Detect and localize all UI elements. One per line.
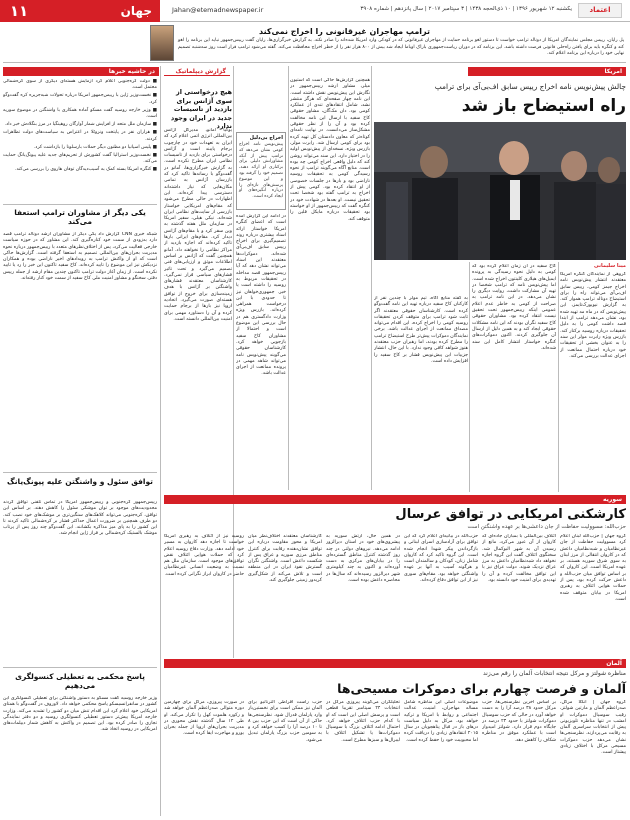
germany-col-5: حزب راست افراطی آلترناتیو برای آلمان نیز ممکن است برای نخستین‌بار وارد پارلمان فدرال شود. نظرسنجی‌ها حاکی از آن است که این حزب بین ۸ تا ۱۰ درصد آرا را کسب خواهد کرد و به سومین حزب بزرگ پارلمان تبدیل می‌شود. <box>248 700 322 743</box>
list-item: ■ نخست‌وزیر ژاپن با رییس‌جمهور امریکا درباره تحولات شبه‌جزیره کره گفت‌وگو کرد. <box>3 93 157 105</box>
box-text: پیش‌نویس نامه اخراج کومی نشان می‌دهد که ترامپ پیش از آنکه مشاورانش دلیلی برای برکناری او ارائه دهند، تصمیم خود را گرفته بود و این موضوع پرسش‌های تازه‌ای را درباره انگیزه‌های او ایجاد کرده است. <box>239 142 283 200</box>
sidebar-divider <box>3 204 157 205</box>
sidebar-story1-title: یکی دیگر از مشاوران ترامپ استعفا می‌کند <box>14 208 146 226</box>
section-email: Jahan@etemadnewspaper.ir <box>172 6 264 14</box>
list-item: ■ کنگره امریکا بسته کمک به آسیب‌دیدگان توفان هاروی را بررسی می‌کند. <box>15 167 157 173</box>
diplomatic-body-3: همچنین گزارش‌ها حاکی است که استیون میلر، مشاور ارشد رییس‌جمهور در نگارش این پیش‌نویس نقش داشته است. این نامه چهار صفحه‌ای که هرگز منتشر نشد، شامل انتقادهای تندی از عملکرد کومی بود. دان مک‌گان، مشاور حقوقی کاخ سفید با ارسال این نامه مخالفت کرده بود و آن را از نظر حقوقی مشکل‌ساز می‌دانست. در نهایت نامه‌ای کوتاه‌تر که معاون دادستان کل تهیه کرده بود برای کومی ارسال شد. رابرت مولر، بازرس ویژه، نسخه‌ای از پیش‌نویس اولیه را در اختیار دارد. این سند می‌تواند روشن کند که دلیل واقعی اخراج کومی چه بوده است. منابع آگاه می‌گویند ترامپ از نحوه رسیدگی کومی به تحقیقات روسیه ناراضی بود و بارها در جلسات خصوصی از او انتقاد کرده بود. کومی پیش از اخراج به ترامپ گفته بود شخصا تحت تحقیق نیست. او بعدها در شهادت خود در کنگره گفت که رییس‌جمهور از او خواسته بود تحقیقات درباره مایکل فلین را متوقف کند. <box>290 78 370 222</box>
syria-title: کارشکنی امریکایی در توافق عرسال <box>395 507 626 522</box>
germany-col-2: بر اساس آخرین نظرسنجی‌ها، حزب مرکل حدود ۳۸ درصد آرا را به دست خواهد آورد در حالی که حزب سوسیال دموکرات شولتز با حدود ۲۳ درصد در جایگاه دوم قرار دارد. شولتز امیدوار است با عملکرد موفق در مناظره شکاف را کاهش دهد. <box>482 700 556 743</box>
intro-divider <box>3 62 626 63</box>
germany-col-3: موضوعات اصلی این مناظره شامل مساله مهاجران، امنیت، عدالت اجتماعی و روابط با امریکا و ترکیه خواهد بود. مرکل به دلیل سیاست درهای باز در قبال پناهجویان در سال ۲۰۱۵ انتقادهای زیادی را دریافت کرده اما محبوبیت خود را حفظ کرده است. <box>404 700 478 743</box>
section-title: جهان <box>38 0 160 22</box>
syria-bar: سوریه <box>164 495 626 504</box>
lead-photo <box>374 122 626 260</box>
diplomatic-body-2: در ادامه این گزارش آمده است که اعضای کنگره امریکا خواستار ارائه اسناد بیشتری درباره روند تصمیم‌گیری برای اخراج رییس سابق اف‌بی‌آی شده‌اند. دموکرات‌ها معتقدند این اسناد می‌تواند نشان دهد که آیا رییس‌جمهور قصد مداخله در تحقیقات مربوط به روسیه را داشته است یا خیر. جمهوری‌خواهان نیز تا حدودی با این درخواست همراهی کرده‌اند. بازرس ویژه وزارت دادگستری هم در حال بررسی این موضوع است و احتمالا از مشاوران کاخ سفید بازجویی خواهد کرد. کارشناسان حقوقی می‌گویند پیش‌نویس نامه می‌تواند شاهد مهمی در پرونده ممانعت از اجرای عدالت باشد. <box>236 214 286 377</box>
lead-kicker: چالش پیش‌نویس نامه اخراج رییس سابق اف‌بی‌آی برای ترامپ <box>434 82 626 91</box>
list-item: ■ نخست‌وزیر استرالیا گفت کشورش از تحریم‌های جدید علیه پیونگ‌یانگ حمایت می‌کند. <box>3 153 157 165</box>
newspaper-logo: اعتماد <box>578 3 622 18</box>
column-divider <box>469 262 470 492</box>
lead-bar: امریکا <box>468 67 626 76</box>
germany-title: آلمان و فرصت چهارم برای دموکرات مسیحی‌ها <box>337 681 626 696</box>
diplomatic-body: یوکیا آمانو، مدیرکل آژانس بین‌المللی انرژی اتمی اعلام کرد که ایران به تعهدات خود در چارچوب برجام پایبند است و آژانس درخواستی برای بازدید از تاسیسات نظامی ایران مطرح نکرده است. به گزارش خبرگزاری‌ها، آمانو در گفت‌وگو با رسانه‌ها تاکید کرد که بازرسان آژانس به تمامی مکان‌هایی که نیاز داشته‌اند دسترسی پیدا کرده‌اند. این اظهارات در حالی مطرح می‌شود که مقام‌های امریکایی خواستار بازرسی از سایت‌های نظامی ایران شده‌اند. نیکی هیلی، سفیر امریکا در سازمان ملل هفته گذشته به وین سفر کرد و با مقام‌های آژانس دیدار کرد. مقام‌های ایرانی بارها تاکید کرده‌اند که اجازه بازدید از مراکز نظامی را نخواهند داد. آمانو همچنین گفت که آژانس بر اساس اطلاعات موثق و ارزیابی‌های فنی تصمیم می‌گیرد و تحت تاثیر فشارهای سیاسی قرار نمی‌گیرد. کارشناسان معتقدند فشارهای واشنگتن بر آژانس با هدف زمینه‌سازی برای خروج از توافق هسته‌ای صورت می‌گیرد. اتحادیه اروپا نیز بارها از برجام حمایت کرده و آن را دستاورد مهمی برای امنیت بین‌المللی دانسته است. <box>164 128 232 322</box>
germany-col-1: گروه جهان | آنگلا مرکل، صدراعظم آلمان و مارتین شولتز، رقیب سوسیال دموکرات او امشب در تنها مناظره تلویزیونی پیش از انتخابات سراسری آلمان به رقابت می‌پردازند. نظرسنجی‌ها نشان می‌دهد حزب دموکرات مسیحی مرکل با اختلاف زیادی پیشتاز است. <box>560 700 626 756</box>
syria-col-2: ائتلاف بین‌المللی با بمباران جاده‌ای که کاروان از آن عبور می‌کرد، مانع از رسیدن آن به شهر البوکمال شد. سخنگوی ائتلاف گفت این گروه اجازه نخواهد داد شبه‌نظامیان داعش به مرز عراق نزدیک شوند. دولت عراق نیز با این توافق مخالفت کرده و آن را تهدیدی برای امنیت خود دانسته بود. <box>482 534 556 584</box>
list-item: ■ دولت کره‌جنوبی اعلام کرد آزمایش هسته‌ای دیگری از سوی کره‌شمالی محتمل است. <box>3 79 157 91</box>
sidebar-box <box>236 132 286 210</box>
germany-col-4: تحلیلگران می‌گویند پیروزی مرکل در انتخابات ۲۴ سپتامبر تقریبا قطعی است و پرسش اصلی این است که او با کدام حزب ائتلاف خواهد کرد. احتمال ادامه ائتلاف بزرگ با سوسیال دموکرات‌ها یا تشکیل ائتلاف با لیبرال‌ها و سبزها مطرح است. <box>326 700 400 743</box>
sidebar-divider <box>3 667 157 668</box>
intro-text: پل رایان، رییس مجلس نمایندگان امریکا از دونالد ترامپ خواست تا دستور لغو برنامه حمایت از مهاجران غیرقانونی که در کودکی وارد امریکا شده‌اند را صادر نکند. به گزارش خبرگزاری‌ها، رایان گفت رییس‌جمهور نباید این برنامه را لغو کند و کنگره باید برای یافتن راه‌حلی قانونی فرصت داشته باشد. این برنامه که در دوران ریاست‌جمهوری باراک اوباما ایجاد شد بیش از ۸۰۰ هزار نفر را از خطر اخراج محافظت می‌کند. گفته می‌شود ترامپ قرار است روز سه‌شنبه تصمیم نهایی خود را درباره این برنامه اعلام کند. <box>178 38 624 56</box>
column-divider <box>371 66 372 490</box>
sidebar-news-list <box>3 79 157 176</box>
sidebar-story3-text: وزیر خارجه روسیه گفت مسکو به دستور واشنگتن برای تعطیلی کنسولگری این کشور در سانفرانسیسکو پاسخ محکمی خواهد داد. لاوروف در گفت‌وگو با همتای امریکایی خود اعلام کرد این اقدام تنش میان دو کشور را تشدید می‌کند. وزارت خارجه امریکا پیش‌تر دستور تعطیلی کنسولگری روسیه و دو دفتر نمایندگی تجاری را صادر کرده بود. این تصمیم در واکنش به کاهش شمار دیپلمات‌های امریکایی در روسیه اتخاذ شد. <box>3 696 157 733</box>
column-divider <box>288 66 289 490</box>
lead-body-1: گروهی از نمایندگان کنگره امریکا معتقدند انتشار پیش‌نویس نامه اخراج جیمز کومی، رییس سابق اف‌بی‌آی می‌تواند راه را برای استیضاح دونالد ترامپ هموار کند. به گزارش نیویورک‌تایمز، این پیش‌نویس که در ماه مه تهیه شده بود، نشان می‌دهد ترامپ از ابتدا قصد داشت کومی را به دلیل تحقیقات درباره روسیه برکنار کند. بازرس ویژه رابرت مولر این سند را به عنوان بخشی از تحقیقات خود درباره احتمال ممانعت از اجرای عدالت بررسی می‌کند. <box>560 272 626 359</box>
diplomatic-bar: گزارش دیپلماتیک <box>164 67 230 76</box>
syria-col-3: حزب‌الله در بیانیه‌ای اعلام کرد که این توافق برای آزادسازی اسرای لبنانی و بازگرداندن پیکر شهدا انجام شده است. این گروه تاکید کرد که کاروان شامل زنان، کودکان و سالمندان است و هرگونه آسیب به آنها بر عهده واشنگتن خواهد بود. مقام‌های سوری نیز از این توافق دفاع کرده‌اند. <box>404 534 478 584</box>
sidebar-story2-text: رییس‌جمهور کره‌جنوبی و رییس‌جمهور امریکا در تماس تلفنی توافق کردند محدودیت‌های موجود بر توان موشکی سئول را کاهش دهند. بر اساس این توافق، کره‌جنوبی می‌تواند کلاهک‌های سنگین‌تری بر موشک‌های خود نصب کند. دو طرف همچنین بر ضرورت اعمال حداکثر فشار بر کره‌شمالی تاکید کردند تا این کشور را به پای میز مذاکره بکشانند. این گفت‌وگو چند روز پس از پرتاب موشک بالستیک کره‌شمالی بر فراز ژاپن انجام شد. <box>3 500 157 537</box>
lead-body-2: کاخ سفید در آن زمان اعلام کرده بود که کومی به دلیل نحوه رسیدگی به پرونده ایمیل‌های هیلاری کلینتون اخراج شده است. اما پیش‌نویس نامه که ترامپ شخصا در تهیه آن مشارکت داشت، روایت دیگری را نشان می‌دهد. در این نامه ترامپ به صراحت از کومی به خاطر عدم اعلام عمومی اینکه رییس‌جمهور تحت تحقیق نیست انتقاد کرده بود. مشاوران حقوقی کاخ سفید نگران بودند که این نامه مشکلات حقوقی ایجاد کند و به همین دلیل از ارسال آن جلوگیری کردند. اکنون دموکرات‌های کنگره خواستار انتشار کامل این سند شده‌اند. <box>472 264 556 351</box>
column-divider <box>558 262 559 492</box>
syria-col-6: روسیه نیز از ائتلاف به رهبری امریکا خواست تا اجازه دهد کاروان به مسیر خود ادامه دهد. وزارت دفاع روسیه اعلام کرد که حملات هوایی ائتلاف نقض توافق‌های موجود است. سازمان ملل هم نسبت به وضعیت انسانی غیرنظامیان حاضر در کاروان ابراز نگرانی کرده است. <box>164 534 244 577</box>
germany-col-6: در صورت پیروزی، مرکل برای چهارمین دوره متوالی صدراعظم آلمان خواهد شد و رکورد هلموت کهل را تکرار می‌کند. او طی ۱۲ سال گذشته نقش محوری در مدیریت بحران‌های اروپا از جمله بحران یورو و مهاجرت ایفا کرده است. <box>164 700 244 737</box>
list-item: ■ هزاران نفر در پایتخت ونزوئلا در اعتراض به سیاست‌های دولت تظاهرات کردند. <box>3 130 157 142</box>
date-line: یکشنبه ۱۲ شهریور ۱۳۹۶ | ۱۰ ذی‌الحجه ۱۴۳۸ | ۳ سپتامبر ۲۰۱۷ | سال پانزدهم | شماره ۳۹۰۸ <box>360 6 572 12</box>
germany-bar: آلمان <box>164 659 626 668</box>
lead-byline: مینا سلیمانی <box>594 263 626 269</box>
diplomatic-title: هیچ درخواستی از سوی آژانس برای بازدید از تاسیسات جدید در ایران وجود ندارد <box>170 88 232 130</box>
column-divider <box>160 66 161 816</box>
box-title: اخراج بی‌دلیل <box>249 135 283 141</box>
germany-kicker: مناظره شولتز و مرکل نتیجه انتخابات آلمان را رقم می‌زند <box>483 670 626 677</box>
sidebar-divider <box>3 472 157 473</box>
sidebar-bar: در حاشیه خبرها <box>3 67 159 76</box>
lead-title: راه استیضاح باز شد <box>461 96 626 116</box>
syria-col-5: کارشناسان معتقدند اختلاف‌نظر میان امریکا و محور مقاومت درباره این توافق نشان‌دهنده رقابت برای کنترل مناطق مرزی سوریه و عراق پس از شکست داعش است. واشنگتن نگران گسترش نفوذ ایران در این منطقه است و تلاش می‌کند از شکل‌گیری کریدور زمینی جلوگیری کند. <box>248 534 322 584</box>
page-header <box>0 0 630 22</box>
syria-subtitle: حزب‌الله: مسوولیت حفاظت از جان داعشی‌ها بر عهده واشنگتن است <box>467 524 626 530</box>
sidebar-story3-title: پاسخ محکمی به تعطیلی کنسولگری می‌دهیم <box>15 672 145 690</box>
page-number: ۱۱ <box>0 0 38 22</box>
list-item: ■ وزیر خارجه روسیه گفت مسکو آماده همکاری با واشنگتن در موضوع سوریه است. <box>3 107 157 120</box>
sidebar-story2-title: توافق سئول و واشنگتن علیه پیونگ‌یانگ <box>7 477 153 486</box>
syria-col-1: گروه جهان | حزب‌الله لبنان اعلام کرد مسوولیت حفاظت از جان غیرنظامیان و شبه‌نظامیان داعش که در کاروان انتقالی از مرز لبنان به سوی شرق سوریه هستند، بر عهده امریکا است. این کاروان که بر اساس توافق میان حزب‌الله و داعش حرکت کرده بود، پس از حملات هوایی ائتلاف به رهبری امریکا در بیابان متوقف شده است. <box>560 534 626 602</box>
portrait-photo <box>150 25 174 61</box>
lead-body-3: به گفته منابع آگاه، تیم مولر با چندین نفر از کارکنان کاخ سفید درباره تهیه این نامه گفت‌وگو کرده است. کارشناسان حقوقی معتقدند اگر ثابت شود ترامپ برای متوقف کردن تحقیقات روسیه کومی را اخراج کرده، این اقدام می‌تواند مصداق ممانعت از اجرای عدالت باشد. برخی نمایندگان دموکرات پیش‌تر طرح استیضاح ترامپ را مطرح کرده بودند، اما رهبران حزب معتقدند هنوز شواهد کافی وجود ندارد. با این حال، انتشار جزییات این پیش‌نویس فشار بر کاخ سفید را افزایش داده است. <box>374 296 468 364</box>
list-item: ■ سازمان ملل متحد از افزایش شمار آوارگان روهینگیا در مرز بنگلادش خبر داد. <box>4 122 157 128</box>
sidebar-story1-text: شبکه خبری CNN گزارش داد یکی دیگر از مشاوران ارشد دونالد ترامپ قصد دارد به‌زودی از سمت خود کناره‌گیری کند. این مشاور که در حوزه سیاست خارجی فعالیت می‌کرد، پس از اختلاف‌نظرهای متعدد با رییس‌جمهور درباره نحوه مدیریت بحران‌های بین‌المللی تصمیم به استعفا گرفته است. گزارش‌ها حاکی است که او از واکنش ترامپ به رویدادهای اخیر ناراضی بوده و همکاران نزدیکش نیز این موضوع را تایید کرده‌اند. کاخ سفید تاکنون این خبر را رد یا تایید نکرده است. از زمان آغاز دولت ترامپ تاکنون چندین مقام ارشد از جمله رییس دفتر، سخنگو و مشاور امنیت ملی کاخ سفید از سمت خود کنار رفته‌اند. <box>3 232 157 282</box>
header-divider <box>160 21 630 22</box>
syria-col-4: در همین حال، ارتش سوریه به پیشروی‌های خود در استان دیرالزور ادامه می‌دهد. نیروهای دولتی در چند روز گذشته کنترل مناطق گسترده‌ای را در بیابان‌های مرکزی به دست آورده‌اند و اکنون به چند کیلومتری شهر دیرالزور رسیده‌اند که سال‌ها در محاصره داعش بوده است. <box>326 534 400 584</box>
list-item: ■ پلیس اسپانیا دو مظنون دیگر حملات بارسلونا را بازداشت کرد. <box>33 144 157 150</box>
intro-headline: ترامپ مهاجران غیرقانونی را اخراج نمی‌کند <box>258 27 430 36</box>
photo-illustration <box>374 122 626 260</box>
